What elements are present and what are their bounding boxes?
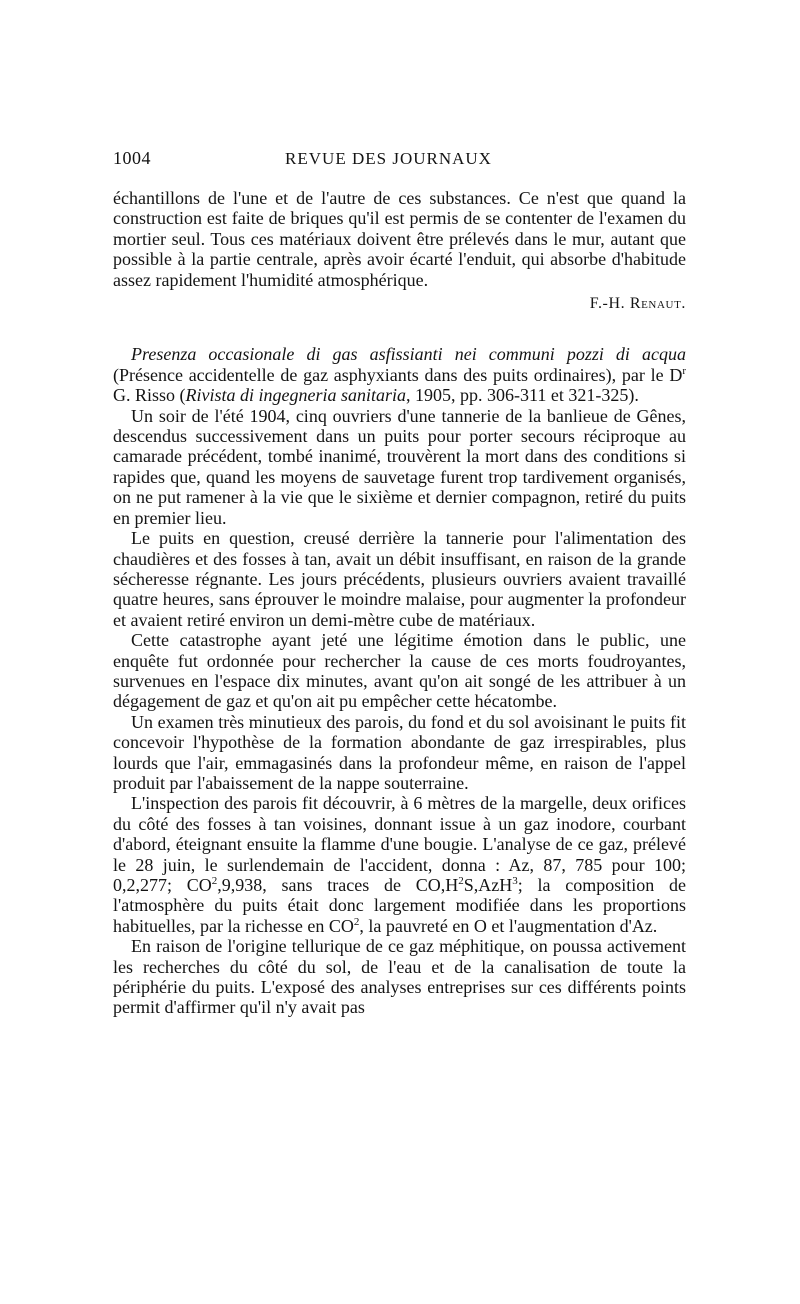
inspection-text-2: ,9,938, sans traces de CO,H	[217, 875, 459, 895]
author-signature	[113, 294, 686, 314]
paragraph-research: En raison de l'origine tellurique de ce gaz méphitique, on poussa activement les recherches du côté du sol, de l'eau et de la canalisation de toute la périphérie du puits. L'exposé des analyses entreprises sur ces différents points permit d'affirmer qu'il n'y avait pas	[113, 936, 686, 1018]
paragraph-accident: Un soir de l'été 1904, cinq ouvriers d'une tannerie de la banlieue de Gênes, descendus successivement dans un puits pour porter secours réciproque au camarade précédent, tombé inanimé, trouvèrent la mort dans des conditions si rapides que, quand les moyens de sauvetage furent trop tardivement organisés, on ne put ramener à la vie que le sixième et dernier compagnon, retiré du puits en premier lieu.	[113, 405, 686, 528]
previous-article-closing-paragraph: échantillons de l'une et de l'autre de ces substances. Ce n'est que quand la construction est faite de briques qu'il est permis de se contenter de l'examen du mortier seul. Tous ces matériaux doivent être prélevés dans le mur, autant que possible à la partie centrale, après avoir écarté l'enduit, qui absorbe d'habitude assez rapidement l'humidité atmosphérique.	[113, 188, 686, 290]
paragraph-inquiry: Cette catastrophe ayant jeté une légitime émotion dans le public, une enquête fut ordonnée pour rechercher la cause de ces morts foudroyantes, survenues en l'espace dix minutes, avant qu'on ait songé de les attribuer à un dégagement de gaz et qu'on ait pu empêcher cette hécatombe.	[113, 630, 686, 712]
paragraph-examination: Un examen très minutieux des parois, du fond et du sol avoisinant le puits fit concevoir l'hypothèse de la formation abondante de gaz irrespirables, plus lourds que l'air, emmagasinés dans la profondeur même, en raison de l'appel produit par l'abaissement de la nappe souterraine.	[113, 711, 686, 793]
inspection-text-1: L'inspection des parois fit découvrir, à 6 mètres de la margelle, deux orifices du côté des fosses à tan voisines, donnant issue à un gaz inodore, courbant d'abord, éteignant ensuite la flamme d'une bougie. L'analyse de ce gaz, prélevé le 28 juin, le surlendemain de l'accident, donna : Az, 87, 785 pour 100; 0,2,277; CO	[113, 793, 686, 895]
journal-title: REVUE DES JOURNAUX	[285, 149, 492, 168]
signature-surname: Renaut.	[629, 295, 686, 313]
inspection-text-3: S,AzH	[463, 875, 513, 895]
page-number: 1004	[113, 148, 151, 168]
article-title-french: (Présence accidentelle de gaz asphyxiants dans des puits ordinaires), par le D	[113, 364, 683, 385]
paragraph-inspection	[113, 793, 686, 936]
article-source-journal: Rivista di ingegneria sanitaria	[185, 385, 407, 406]
dr-superscript: r	[682, 364, 686, 377]
journal-page	[113, 148, 686, 1018]
article-author: G. Risso (	[113, 385, 186, 406]
co2-superscript: 2	[211, 875, 218, 887]
azh3-superscript: 3	[512, 875, 518, 887]
article-reference: , 1905, pp. 306-311 et 321-325).	[406, 385, 639, 406]
signature-initials: F.-H.	[589, 295, 630, 313]
inspection-text-5: , la pauvreté en O et l'augmentation d'Az.	[359, 915, 658, 936]
co2-superscript-2: 2	[353, 915, 360, 928]
h2s-superscript: 2	[458, 875, 464, 887]
running-head	[113, 148, 686, 174]
paragraph-well: Le puits en question, creusé derrière la tannerie pour l'alimentation des chaudières et des fosses à tan, avait un débit insuffisant, en raison de la grande sécheresse régnante. Les jours précédents, plusieurs ouvriers avaient travaillé quatre heures, sans éprouver le moindre malaise, pour augmenter la profondeur et avaient retiré environ un demi-mètre cube de matériaux.	[113, 528, 686, 630]
inspection-text-4: ; la composition de l'atmosphère du puits était donc largement modifiée dans les proportions habituelles, par la richesse en CO	[113, 875, 686, 936]
article-heading	[113, 344, 686, 405]
article-title-italian: Presenza occasionale di gas asfissianti nei communi pozzi di acqua	[131, 344, 686, 365]
